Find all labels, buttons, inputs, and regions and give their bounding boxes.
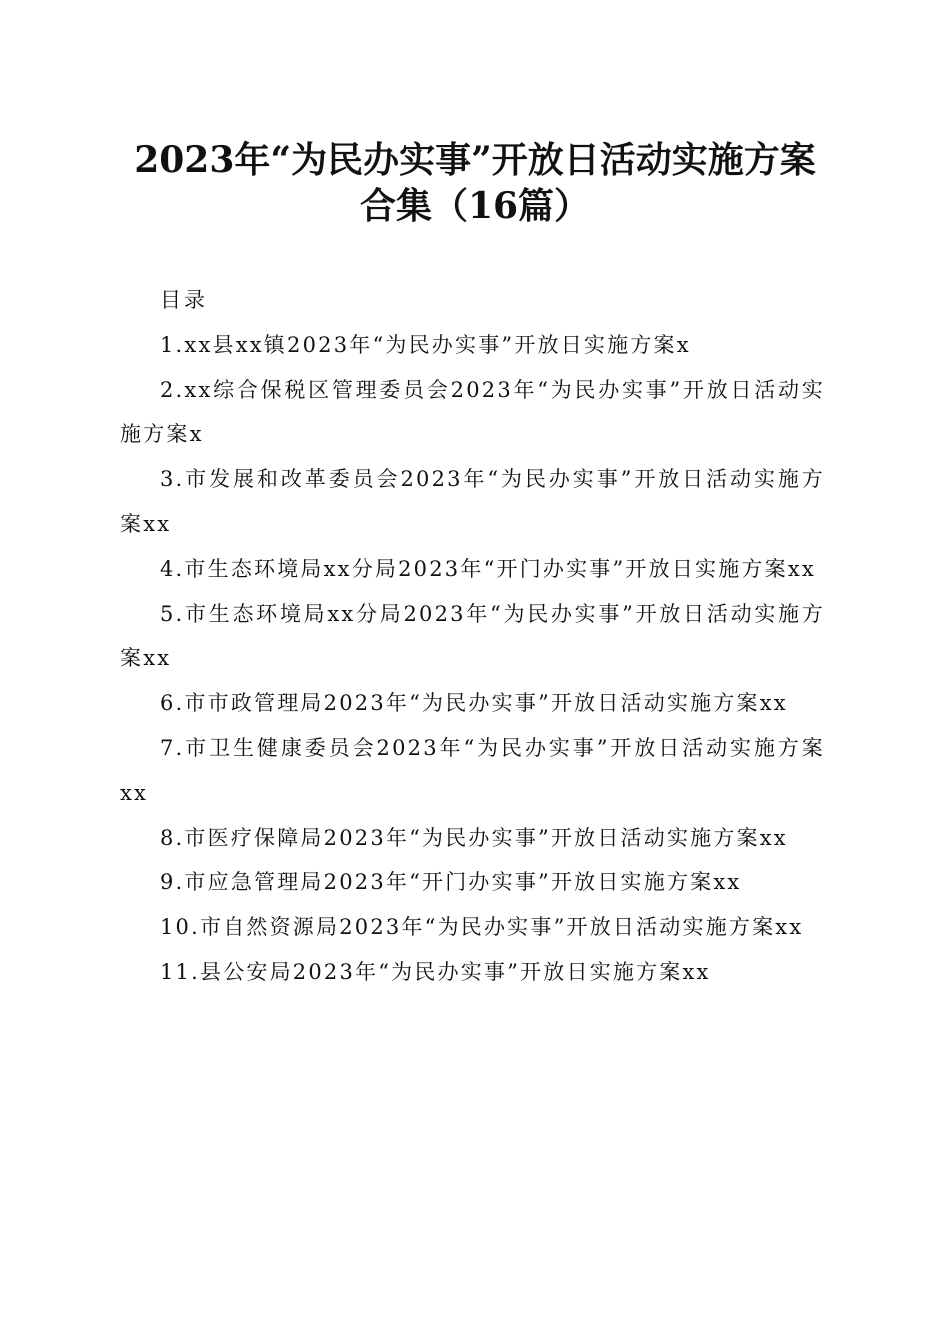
toc-item[interactable]: 4.市生态环境局xx分局2023年“开门办实事”开放日实施方案xx	[160, 556, 816, 581]
toc-item[interactable]: 8.市医疗保障局2023年“为民办实事”开放日活动实施方案xx	[160, 825, 788, 850]
toc-item[interactable]: 7.市卫生健康委员会2023年“为民办实事”开放日活动实施方案xx	[120, 735, 825, 805]
toc-item[interactable]: 2.xx综合保税区管理委员会2023年“为民办实事”开放日活动实施方案x	[120, 377, 825, 447]
toc-item[interactable]: 1.xx县xx镇2023年“为民办实事”开放日实施方案x	[160, 332, 691, 357]
document-title-line2: 合集（16篇）	[359, 185, 591, 227]
toc-item[interactable]: 6.市市政管理局2023年“为民办实事”开放日活动实施方案xx	[160, 691, 788, 716]
document-title-line1: 2023年“为民办实事”开放日活动实施方案	[134, 139, 816, 181]
toc-item[interactable]: 10.市自然资源局2023年“为民办实事”开放日活动实施方案xx	[160, 915, 804, 940]
toc-item[interactable]: 11.县公安局2023年“为民办实事”开放日实施方案xx	[160, 959, 711, 984]
table-of-contents	[120, 278, 825, 995]
toc-item[interactable]: 5.市生态环境局xx分局2023年“为民办实事”开放日活动实施方案xx	[120, 601, 825, 671]
toc-item[interactable]: 9.市应急管理局2023年“开门办实事”开放日实施方案xx	[160, 870, 742, 895]
toc-heading: 目录	[160, 288, 208, 312]
toc-item[interactable]: 3.市发展和改革委员会2023年“为民办实事”开放日活动实施方案xx	[120, 467, 825, 536]
